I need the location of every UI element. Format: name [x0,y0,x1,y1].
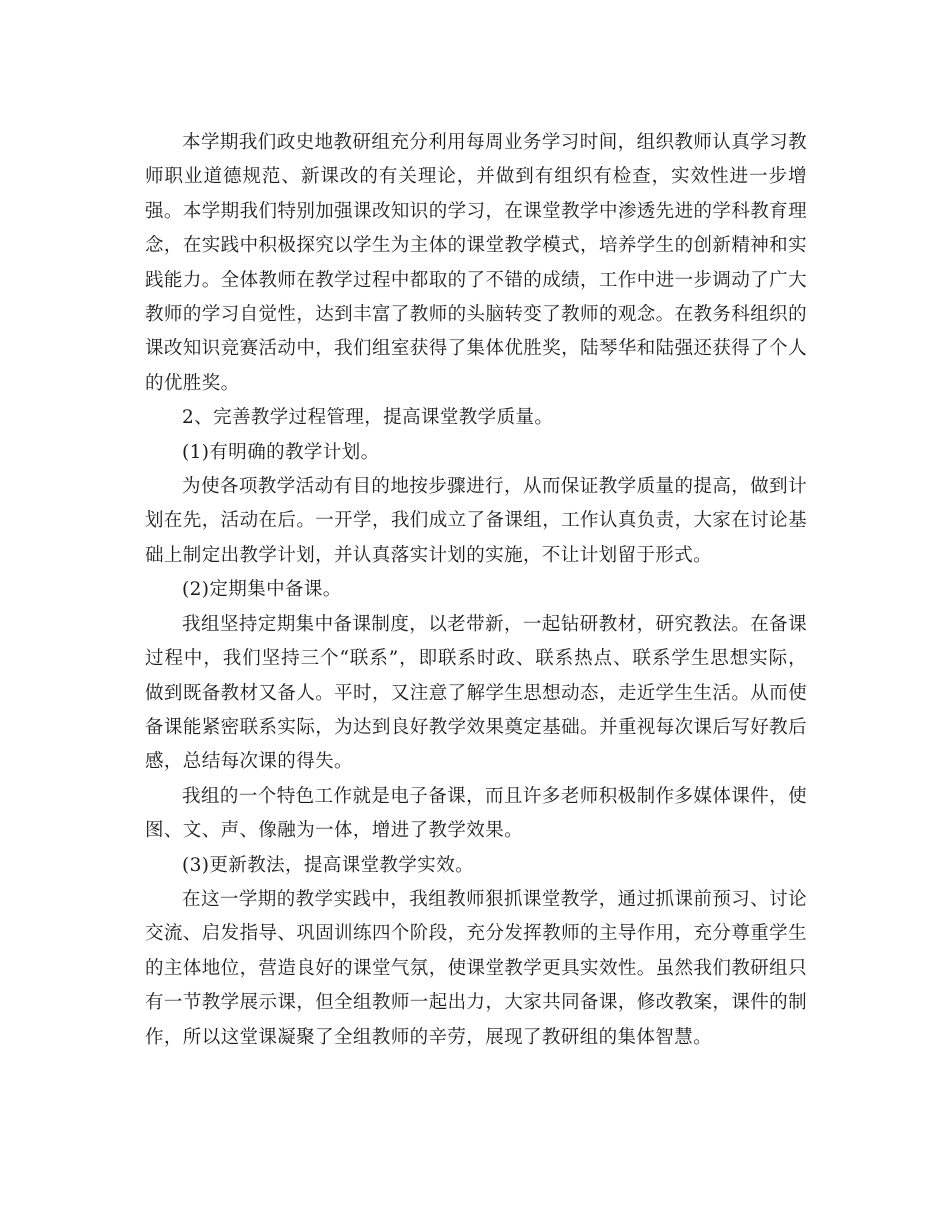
document-body [145,126,807,1055]
subheading-3: (3)更新教法，提高课堂教学实效。 [182,854,475,876]
section-heading-2: 2、完善教学过程管理，提高课堂教学质量。 [182,407,554,429]
paragraph-electronic-prep: 我组的一个特色工作就是电子备课，而且许多老师积极制作多媒体课件，使图、文、声、像融为一体，增进了教学效果。 [145,785,807,842]
paragraph-intro: 本学期我们政史地教研组充分利用每周业务学习时间，组织教师认真学习教师职业道德规范、新课改的有关理论，并做到有组织有检查，实效性进一步增强。本学期我们特别加强课改知识的学习，在课堂教学中渗透先进的学科教育理念，在实践中积极探究以学生为主体的课堂教学模式，培养学生的创新精神和实践能力。全体教师在教学过程中都取的了不错的成绩，工作中进一步调动了广大教师的学习自觉性，达到丰富了教师的头脑转变了教师的观念。在教务科组织的课改知识竞赛活动中，我们组室获得了集体优胜奖，陆琴华和陆强还获得了个人的优胜奖。 [145,132,807,394]
subheading-2: (2)定期集中备课。 [182,579,342,601]
paragraph-teaching-practice: 在这一学期的教学实践中，我组教师狠抓课堂教学，通过抓课前预习、讨论交流、启发指导、巩固训练四个阶段，充分发挥教师的主导作用，充分尊重学生的主体地位，营造良好的课堂气氛，使课堂教学更具实效性。虽然我们教研组只有一节教学展示课，但全组教师一起出力，大家共同备课，修改教案，课件的制作，所以这堂课凝聚了全组教师的辛劳，展现了教研组的集体智慧。 [145,888,807,1048]
paragraph-teaching-plan: 为使各项教学活动有目的地按步骤进行，从而保证教学质量的提高，做到计划在先，活动在后。一开学，我们成立了备课组，工作认真负责，大家在讨论基础上制定出教学计划，并认真落实计划的实施，不让计划留于形式。 [145,476,807,566]
paragraph-lesson-prep: 我组坚持定期集中备课制度，以老带新，一起钻研教材，研究教法。在备课过程中，我们坚持三个“联系”，即联系时政、联系热点、联系学生思想实际，做到既备教材又备人。平时，又注意了解学生思想动态，走近学生生活。从而使备课能紧密联系实际，为达到良好教学效果奠定基础。并重视每次课后写好教后感，总结每次课的得失。 [145,613,807,773]
subheading-1: (1)有明确的教学计划。 [182,441,380,463]
